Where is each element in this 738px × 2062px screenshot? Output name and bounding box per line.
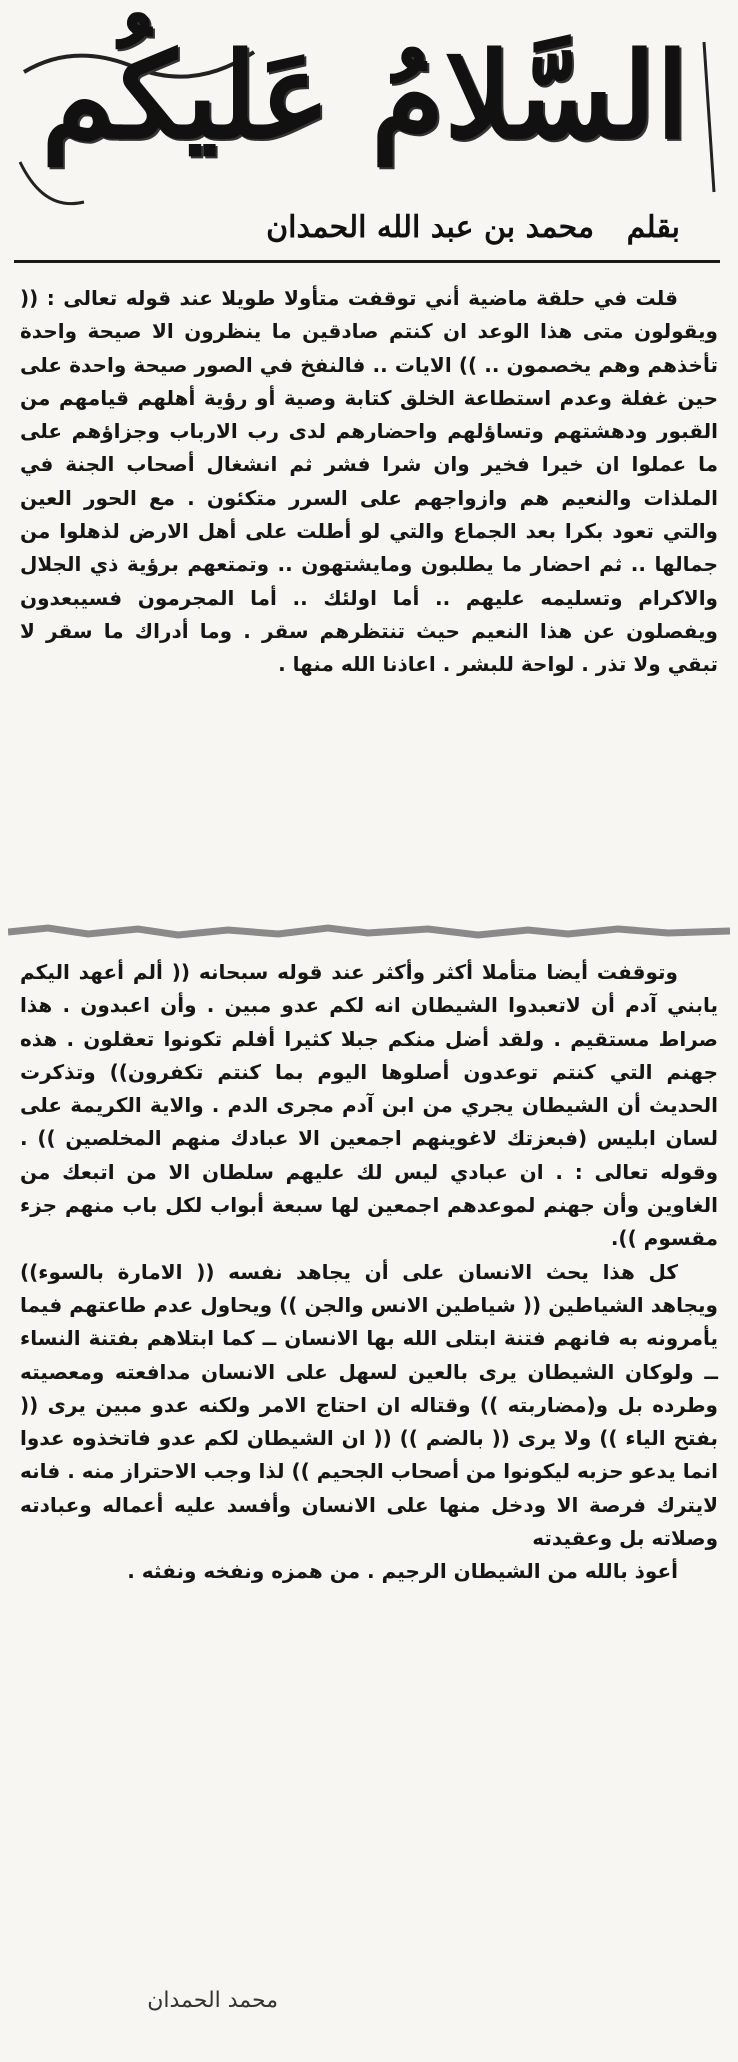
article-paragraph: أعوذ بالله من الشيطان الرجيم . من همزه ونفخه ونفثه .: [127, 1559, 678, 1584]
article-section-1: [20, 282, 718, 682]
column-title: السَّلامُ عَليكُم: [41, 26, 689, 165]
byline-author: محمد بن عبد الله الحمدان: [266, 210, 595, 245]
column-header: [14, 12, 720, 263]
article-section-2: [20, 956, 718, 1589]
byline: [160, 208, 680, 248]
article-paragraph: وتوقفت أيضا متأملا أكثر وأكثر عند قوله سبحانه (( ألم أعهد اليكم يابني آدم أن لاتعبدوا الشيطان انه لكم عدو مبين . وأن اعبدون . هذا صراط مستقيم . ولقد أضل منكم جبلا كثيرا أفلم تكونوا تعقلون . هذه جهنم التي كنتم توعدون أصلوها اليوم بما كنتم تكفرون)) وتذكرت الحديث أن الشيطان يجري من ابن آدم مجرى الدم . والاية الكريمة على لسان ابليس (فبعزتك لاغوينهم اجمعين الا عبادك منهم المخلصين )) . وقوله تعالى : . ان عبادي ليس لك عليهم سلطان الا من اتبعك من الغاوين وأن جهنم لموعدهم اجمعين لها سبعة أبواب لكل باب منهم جزء مقسوم )).: [20, 960, 718, 1251]
scan-divider: [8, 922, 730, 942]
article-paragraph: قلت في حلقة ماضية أني توقفت متأولا طويلا عند قوله تعالى : (( ويقولون متى هذا الوعد ان كنتم صادقين ما ينظرون الا صيحة واحدة تأخذهم وهم يخصمون .. )) الايات .. فالنفخ في الصور صيحة واحدة على حين غفلة وعدم استطاعة الخلق كتابة وصية أو رؤية أهلهم قيامهم من القبور ودهشتهم وتساؤلهم واحضارهم لدى رب الارباب وجزاؤهم على ما عملوا ان خيرا فخير وان شرا فشر ثم انشغال أصحاب الجنة في الملذات والنعيم هم وازواجهم على السرر متكئون . مع الحور العين والتي تعود بكرا بعد الجماع والتي لو أطلت على أهل الارض لذهلوا من جمالها .. ثم احضار ما يطلبون ومايشتهون .. وتمتعهم برؤية ذي الجلال والاكرام وتسليمه عليهم .. أما اولئك .. أما المجرمون فسيبعدون ويفصلون عن هذا النعيم حيث تنتظرهم سقر . وما أدراك ما سقر لا تبقي ولا تذر . لواحة للبشر . اعاذنا الله منها .: [20, 286, 718, 677]
byline-label: بقلم: [626, 210, 680, 245]
article-paragraph: كل هذا يحث الانسان على أن يجاهد نفسه (( الامارة بالسوء)) ويجاهد الشياطين (( شياطين الانس والجن )) ويحاول عدم طاعتهم فيما يأمرونه به فانهم فتنة ابتلى الله بها الانسان ــ كما ابتلاهم بفتنة النساء ــ ولوكان الشيطان يرى بالعين لسهل على الانسان مدافعته ومعصيته وطرده بل و(مضاربته )) وقتاله ان احتاج الامر ولكنه عدو مبين يرى (( بفتح الياء )) ولا يرى (( بالضم )) (( ان الشيطان لكم عدو فاتخذوه عدوا انما يدعو حزبه ليكونوا من أصحاب الجحيم )) لذا وجب الاحتراز منه . فانه لايترك فرصة الا ودخل منها على الانسان وأفسد عليه أعماله وعبادته وصلاته بل وعقيدته: [20, 1259, 718, 1551]
author-signature: محمد الحمدان: [147, 1988, 278, 2013]
